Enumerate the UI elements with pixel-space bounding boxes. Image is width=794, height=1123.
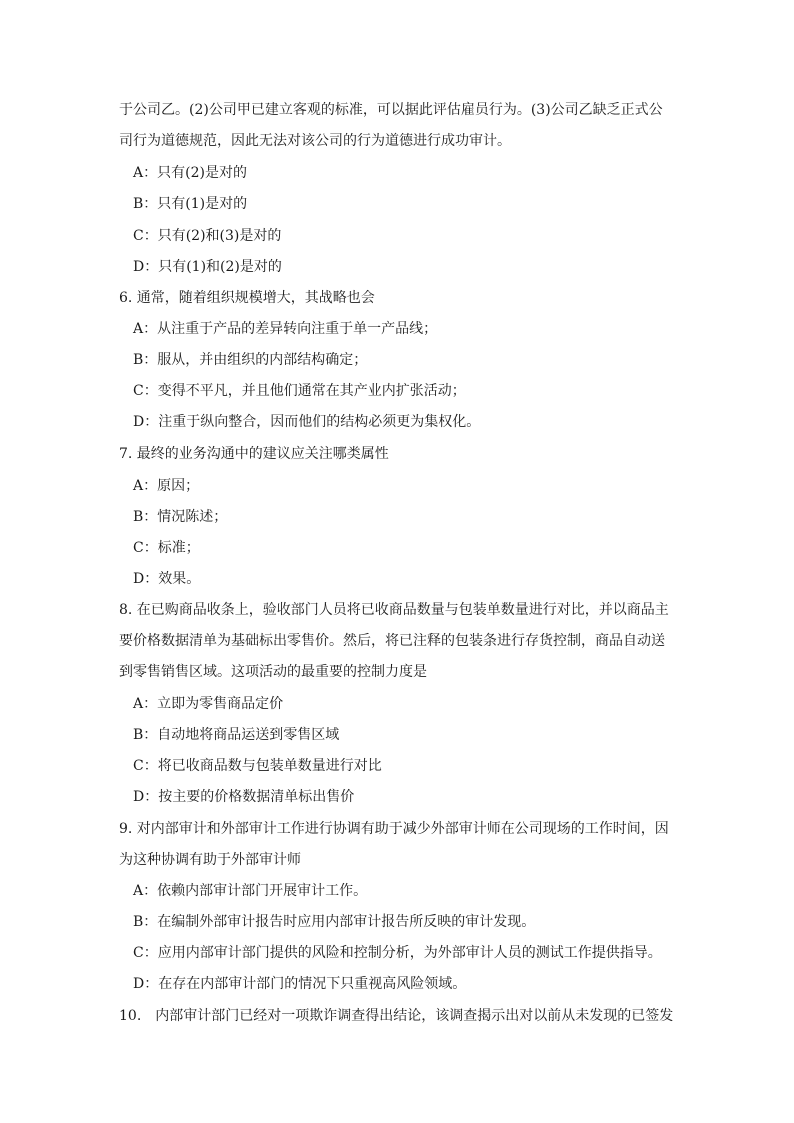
option-d: D：注重于纵向整合，因而他们的结构必须更为集权化。 [133, 414, 481, 430]
option-c: C：只有(2)和(3)是对的 [133, 228, 282, 244]
option-b: B：情况陈述； [133, 509, 228, 525]
option-b: B：在编制外部审计报告时应用内部审计报告所反映的审计发现。 [133, 914, 536, 930]
option-b: B：服从，并由组织的内部结构确定； [133, 352, 368, 368]
option-d: D：在存在内部审计部门的情况下只重视高风险领域。 [133, 976, 467, 992]
question-7: 7. 最终的业务沟通中的建议应关注哪类属性 [119, 446, 389, 462]
question-8: 8. 在已购商品收条上，验收部门人员将已收商品数量与包装单数量进行对比，并以商品主 [119, 602, 669, 618]
option-b: B：只有(1)是对的 [133, 196, 248, 212]
option-a: A：原因； [133, 478, 200, 494]
option-a: A：从注重于产品的差异转向注重于单一产品线； [133, 321, 438, 337]
question-10: 10. 内部审计部门已经对一项欺诈调查得出结论，该调查揭示出对以前从未发现的已签发 [119, 1008, 674, 1024]
paragraph-line: 于公司乙。(2)公司甲已建立客观的标准，可以据此评估雇员行为。(3)公司乙缺乏正式公 [119, 102, 663, 118]
option-d: D：效果。 [133, 571, 201, 587]
option-c: C：应用内部审计部门提供的风险和控制分析，为外部审计人员的测试工作提供指导。 [133, 945, 662, 961]
question-9: 9. 对内部审计和外部审计工作进行协调有助于减少外部审计师在公司现场的工作时间，因 [119, 821, 669, 837]
option-d: D：按主要的价格数据清单标出售价 [133, 789, 355, 805]
option-a: A：依赖内部审计部门开展审计工作。 [133, 883, 368, 899]
option-b: B：自动地将商品运送到零售区域 [133, 727, 340, 743]
option-c: C：将已收商品数与包装单数量进行对比 [133, 758, 382, 774]
question-8-line-2: 要价格数据清单为基础标出零售价。然后，将已注释的包装条进行存货控制，商品自动送 [119, 633, 665, 649]
paragraph-line: 司行为道德规范，因此无法对该公司的行为道德进行成功审计。 [119, 133, 511, 149]
option-c: C：变得不平凡，并且他们通常在其产业内扩张活动； [133, 383, 466, 399]
question-6: 6. 通常，随着组织规模增大，其战略也会 [119, 290, 375, 306]
option-a: A：只有(2)是对的 [133, 165, 247, 181]
option-d: D：只有(1)和(2)是对的 [133, 259, 282, 275]
question-8-line-3: 到零售销售区域。这项活动的最重要的控制力度是 [119, 664, 427, 680]
option-c: C：标准； [133, 540, 200, 556]
question-9-line-2: 为这种协调有助于外部审计师 [119, 852, 301, 868]
option-a: A：立即为零售商品定价 [133, 696, 284, 712]
